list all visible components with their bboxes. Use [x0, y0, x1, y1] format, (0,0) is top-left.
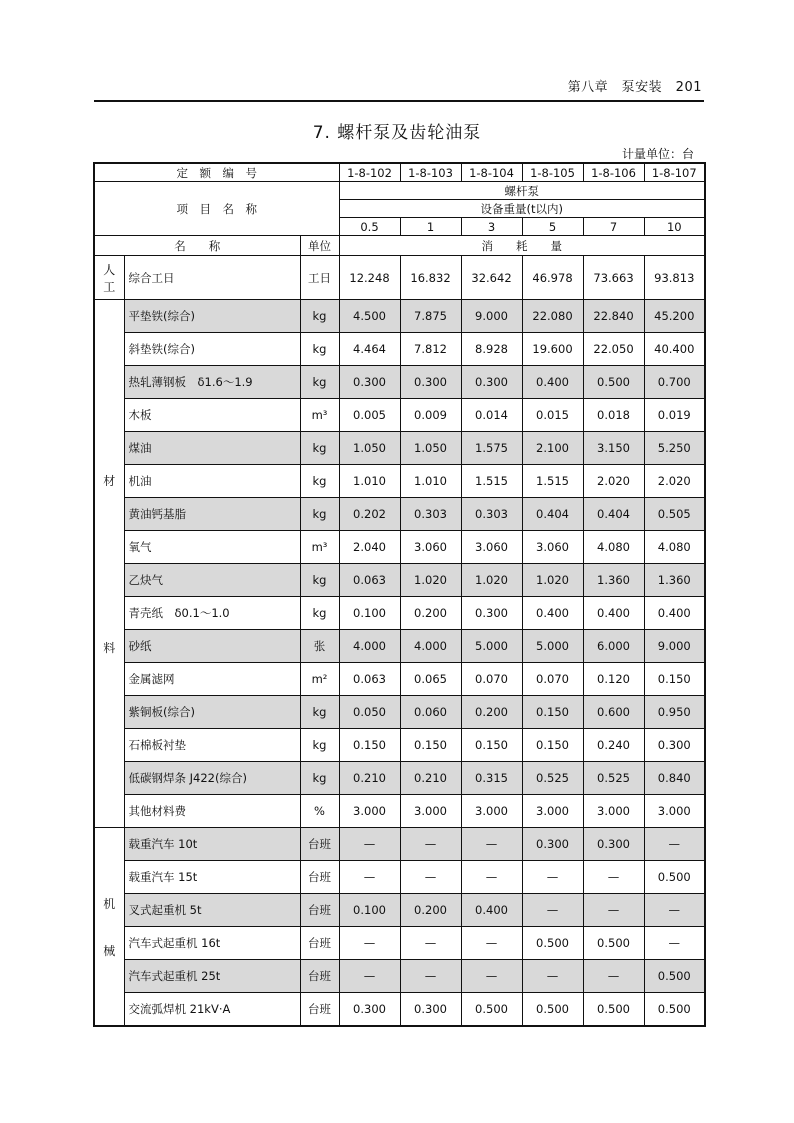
item-unit: 台班: [300, 960, 339, 993]
consumption-value: 1.050: [339, 432, 400, 465]
consumption-value: 0.400: [583, 597, 644, 630]
section-title: 7. 螺杆泵及齿轮油泵: [312, 123, 482, 143]
item-name: 黄油钙基脂: [124, 498, 300, 531]
table-row: [94, 795, 705, 828]
consumption-value: 0.303: [461, 498, 522, 531]
item-name: 汽车式起重机 25t: [124, 960, 300, 993]
item-unit: kg: [300, 465, 339, 498]
item-unit: 台班: [300, 894, 339, 927]
table-row: [94, 432, 705, 465]
consumption-value: 2.020: [644, 465, 705, 498]
consumption-value: 5.000: [522, 630, 583, 663]
consumption-value: 0.200: [400, 894, 461, 927]
consumption-value: —: [339, 861, 400, 894]
consumption-value: 0.150: [400, 729, 461, 762]
consumption-value: 5.250: [644, 432, 705, 465]
consumption-value: 0.202: [339, 498, 400, 531]
item-unit: kg: [300, 762, 339, 795]
consumption-value: 32.642: [461, 256, 522, 300]
consumption-value: 1.360: [644, 564, 705, 597]
item-name: 其他材料费: [124, 795, 300, 828]
item-name-label: 项 目 名 称: [94, 182, 339, 236]
table-row: [94, 993, 705, 1027]
consumption-value: —: [583, 894, 644, 927]
consumption-value: 0.500: [583, 993, 644, 1027]
consumption-value: 0.300: [400, 993, 461, 1027]
item-name: 乙炔气: [124, 564, 300, 597]
consumption-value: 0.014: [461, 399, 522, 432]
item-name: 斜垫铁(综合): [124, 333, 300, 366]
consumption-value: 4.080: [644, 531, 705, 564]
consumption-value: 0.525: [522, 762, 583, 795]
item-name: 平垫铁(综合): [124, 300, 300, 333]
item-unit: m²: [300, 663, 339, 696]
table-row: [94, 927, 705, 960]
consumption-value: 3.060: [461, 531, 522, 564]
consumption-value: 8.928: [461, 333, 522, 366]
consumption-value: —: [522, 894, 583, 927]
consumption-value: 3.000: [522, 795, 583, 828]
consumption-value: —: [339, 927, 400, 960]
quota-code: 1-8-102: [339, 163, 400, 182]
consumption-value: —: [461, 960, 522, 993]
item-unit: m³: [300, 531, 339, 564]
consumption-value: 3.000: [644, 795, 705, 828]
consumption-value: 1.010: [339, 465, 400, 498]
item-name: 金属滤网: [124, 663, 300, 696]
consumption-value: 0.063: [339, 663, 400, 696]
category-char: 料: [103, 640, 116, 655]
consumption-value: —: [461, 828, 522, 861]
table-row: [94, 256, 705, 300]
consumption-value: 0.200: [400, 597, 461, 630]
consumption-value: 0.300: [522, 828, 583, 861]
consumption-value: 0.500: [644, 960, 705, 993]
consumption-value: —: [400, 960, 461, 993]
weight-value: 5: [522, 218, 583, 236]
category-label: [94, 256, 124, 300]
consumption-value: 3.000: [339, 795, 400, 828]
category-char: 机: [103, 896, 116, 911]
consumption-value: 22.050: [583, 333, 644, 366]
item-unit: 台班: [300, 861, 339, 894]
consumption-value: 0.500: [461, 993, 522, 1027]
consumption-value: 0.300: [339, 366, 400, 399]
consumption-value: 45.200: [644, 300, 705, 333]
consumption-value: 0.065: [400, 663, 461, 696]
item-name: 煤油: [124, 432, 300, 465]
table-row: [94, 630, 705, 663]
consumption-value: 0.505: [644, 498, 705, 531]
consumption-value: 4.464: [339, 333, 400, 366]
table-row: [94, 762, 705, 795]
table-row: [94, 465, 705, 498]
column-header-row: [94, 236, 705, 256]
consumption-value: 0.400: [522, 597, 583, 630]
consumption-value: —: [583, 960, 644, 993]
item-name: 叉式起重机 5t: [124, 894, 300, 927]
consumption-value: 3.000: [583, 795, 644, 828]
item-name: 砂纸: [124, 630, 300, 663]
consumption-value: 93.813: [644, 256, 705, 300]
consumption-value: —: [461, 861, 522, 894]
consumption-value: 1.515: [522, 465, 583, 498]
consumption-value: 2.100: [522, 432, 583, 465]
quota-code-label: 定 额 编 号: [94, 163, 339, 182]
consumption-value: 4.000: [339, 630, 400, 663]
consumption-value: 0.070: [522, 663, 583, 696]
consumption-value: 6.000: [583, 630, 644, 663]
item-name: 热轧薄钢板 δ1.6～1.9: [124, 366, 300, 399]
consumption-value: 1.020: [400, 564, 461, 597]
consumption-value: 7.812: [400, 333, 461, 366]
category-char: 人: [103, 262, 116, 277]
consumption-value: 0.500: [522, 927, 583, 960]
table-row: [94, 696, 705, 729]
consumption-value: 0.050: [339, 696, 400, 729]
item-name: 载重汽车 15t: [124, 861, 300, 894]
consumption-value: —: [522, 960, 583, 993]
consumption-value: 1.020: [461, 564, 522, 597]
consumption-value: 0.303: [400, 498, 461, 531]
quota-code: 1-8-103: [400, 163, 461, 182]
table-row: [94, 300, 705, 333]
consumption-value: 0.070: [461, 663, 522, 696]
item-unit: 工日: [300, 256, 339, 300]
consumption-value: 4.080: [583, 531, 644, 564]
item-name: 木板: [124, 399, 300, 432]
consumption-value: 0.150: [522, 729, 583, 762]
category-char: 材: [103, 473, 116, 488]
chapter-heading: 第八章 泵安装 201: [567, 80, 702, 95]
consumption-value: —: [583, 861, 644, 894]
consumption-value: 0.300: [461, 366, 522, 399]
consumption-value: 2.040: [339, 531, 400, 564]
consumption-value: 22.080: [522, 300, 583, 333]
table-row: [94, 894, 705, 927]
consumption-value: 1.050: [400, 432, 461, 465]
consumption-value: 0.150: [339, 729, 400, 762]
consumption-value: 0.500: [644, 993, 705, 1027]
consumption-value: 0.840: [644, 762, 705, 795]
consumption-value: 3.000: [400, 795, 461, 828]
page-header: [94, 74, 704, 102]
consumption-value: —: [339, 828, 400, 861]
item-name: 氧气: [124, 531, 300, 564]
consumption-value: 3.000: [461, 795, 522, 828]
consumption-value: 0.100: [339, 597, 400, 630]
weight-value: 1: [400, 218, 461, 236]
item-unit: kg: [300, 597, 339, 630]
consumption-value: 0.700: [644, 366, 705, 399]
weight-value: 3: [461, 218, 522, 236]
consumption-value: 73.663: [583, 256, 644, 300]
table-row: [94, 366, 705, 399]
consumption-column-header: 消 耗 量: [339, 236, 705, 256]
consumption-value: 9.000: [644, 630, 705, 663]
quota-code: 1-8-107: [644, 163, 705, 182]
item-name: 综合工日: [124, 256, 300, 300]
consumption-value: 9.000: [461, 300, 522, 333]
consumption-value: 0.950: [644, 696, 705, 729]
consumption-value: 1.360: [583, 564, 644, 597]
consumption-value: 7.875: [400, 300, 461, 333]
consumption-value: —: [400, 861, 461, 894]
consumption-value: 0.500: [583, 927, 644, 960]
category-label: [94, 300, 124, 828]
item-name: 载重汽车 10t: [124, 828, 300, 861]
consumption-value: 0.404: [522, 498, 583, 531]
item-unit: kg: [300, 432, 339, 465]
consumption-value: 0.210: [400, 762, 461, 795]
consumption-value: 4.500: [339, 300, 400, 333]
item-unit: %: [300, 795, 339, 828]
consumption-value: 0.400: [644, 597, 705, 630]
pump-type-label: 螺杆泵: [339, 182, 705, 200]
consumption-value: —: [400, 927, 461, 960]
consumption-value: 1.515: [461, 465, 522, 498]
unit-column-header: 单位: [300, 236, 339, 256]
consumption-value: —: [400, 828, 461, 861]
item-unit: kg: [300, 300, 339, 333]
table-row: [94, 531, 705, 564]
consumption-value: —: [644, 927, 705, 960]
consumption-value: 19.600: [522, 333, 583, 366]
consumption-value: 40.400: [644, 333, 705, 366]
category-char: 工: [103, 279, 116, 294]
consumption-value: 0.240: [583, 729, 644, 762]
consumption-value: 0.210: [339, 762, 400, 795]
consumption-value: 1.020: [522, 564, 583, 597]
consumption-value: 0.300: [339, 993, 400, 1027]
consumption-value: 0.060: [400, 696, 461, 729]
consumption-value: 0.300: [644, 729, 705, 762]
consumption-value: 0.015: [522, 399, 583, 432]
consumption-value: 0.315: [461, 762, 522, 795]
quota-code-row: [94, 163, 705, 182]
item-unit: 张: [300, 630, 339, 663]
consumption-value: 0.500: [522, 993, 583, 1027]
measurement-unit-note: 计量单位：台: [621, 147, 694, 161]
item-unit: kg: [300, 366, 339, 399]
consumption-value: 0.018: [583, 399, 644, 432]
weight-value: 10: [644, 218, 705, 236]
consumption-value: 3.060: [400, 531, 461, 564]
item-name: 交流弧焊机 21kV·A: [124, 993, 300, 1027]
consumption-value: 5.000: [461, 630, 522, 663]
consumption-value: 2.020: [583, 465, 644, 498]
consumption-value: 0.300: [583, 828, 644, 861]
consumption-value: 16.832: [400, 256, 461, 300]
consumption-value: 0.150: [522, 696, 583, 729]
equipment-weight-label: 设备重量(t以内): [339, 200, 705, 218]
quota-table: [93, 162, 706, 1027]
consumption-value: 3.150: [583, 432, 644, 465]
table-row: [94, 399, 705, 432]
consumption-value: 0.300: [461, 597, 522, 630]
consumption-value: 0.500: [583, 366, 644, 399]
consumption-value: 0.009: [400, 399, 461, 432]
item-name: 紫铜板(综合): [124, 696, 300, 729]
item-unit: 台班: [300, 927, 339, 960]
quota-code: 1-8-105: [522, 163, 583, 182]
consumption-value: 0.400: [461, 894, 522, 927]
item-unit: kg: [300, 729, 339, 762]
item-unit: kg: [300, 564, 339, 597]
item-unit: 台班: [300, 828, 339, 861]
consumption-value: 0.200: [461, 696, 522, 729]
consumption-value: 0.150: [644, 663, 705, 696]
category-label: [94, 828, 124, 1027]
consumption-value: 0.500: [644, 861, 705, 894]
item-name: 汽车式起重机 16t: [124, 927, 300, 960]
consumption-value: 1.010: [400, 465, 461, 498]
consumption-value: 0.019: [644, 399, 705, 432]
quota-code: 1-8-104: [461, 163, 522, 182]
table-row: [94, 663, 705, 696]
table-row: [94, 828, 705, 861]
consumption-value: —: [644, 828, 705, 861]
consumption-value: 12.248: [339, 256, 400, 300]
consumption-value: 0.120: [583, 663, 644, 696]
consumption-value: 0.063: [339, 564, 400, 597]
table-row: [94, 960, 705, 993]
consumption-value: —: [339, 960, 400, 993]
item-unit: 台班: [300, 993, 339, 1027]
consumption-value: 4.000: [400, 630, 461, 663]
consumption-value: 0.100: [339, 894, 400, 927]
item-unit: m³: [300, 399, 339, 432]
table-row: [94, 861, 705, 894]
item-unit: kg: [300, 333, 339, 366]
item-unit: kg: [300, 498, 339, 531]
consumption-value: 0.525: [583, 762, 644, 795]
weight-value: 7: [583, 218, 644, 236]
consumption-value: 0.404: [583, 498, 644, 531]
table-row: [94, 333, 705, 366]
name-column-header: 名 称: [94, 236, 300, 256]
item-name: 石棉板衬垫: [124, 729, 300, 762]
quota-code: 1-8-106: [583, 163, 644, 182]
item-name: 低碳钢焊条 J422(综合): [124, 762, 300, 795]
table-row: [94, 498, 705, 531]
consumption-value: 0.005: [339, 399, 400, 432]
consumption-value: 46.978: [522, 256, 583, 300]
consumption-value: 3.060: [522, 531, 583, 564]
weight-value: 0.5: [339, 218, 400, 236]
consumption-value: 0.600: [583, 696, 644, 729]
consumption-value: 0.150: [461, 729, 522, 762]
consumption-value: 1.575: [461, 432, 522, 465]
table-row: [94, 564, 705, 597]
consumption-value: —: [522, 861, 583, 894]
category-char: 械: [103, 943, 116, 958]
item-name: 青壳纸 δ0.1～1.0: [124, 597, 300, 630]
consumption-value: 0.400: [522, 366, 583, 399]
consumption-value: —: [461, 927, 522, 960]
consumption-value: 0.300: [400, 366, 461, 399]
consumption-value: —: [644, 894, 705, 927]
item-unit: kg: [300, 696, 339, 729]
table-row: [94, 729, 705, 762]
consumption-value: 22.840: [583, 300, 644, 333]
table-row: [94, 597, 705, 630]
item-name: 机油: [124, 465, 300, 498]
